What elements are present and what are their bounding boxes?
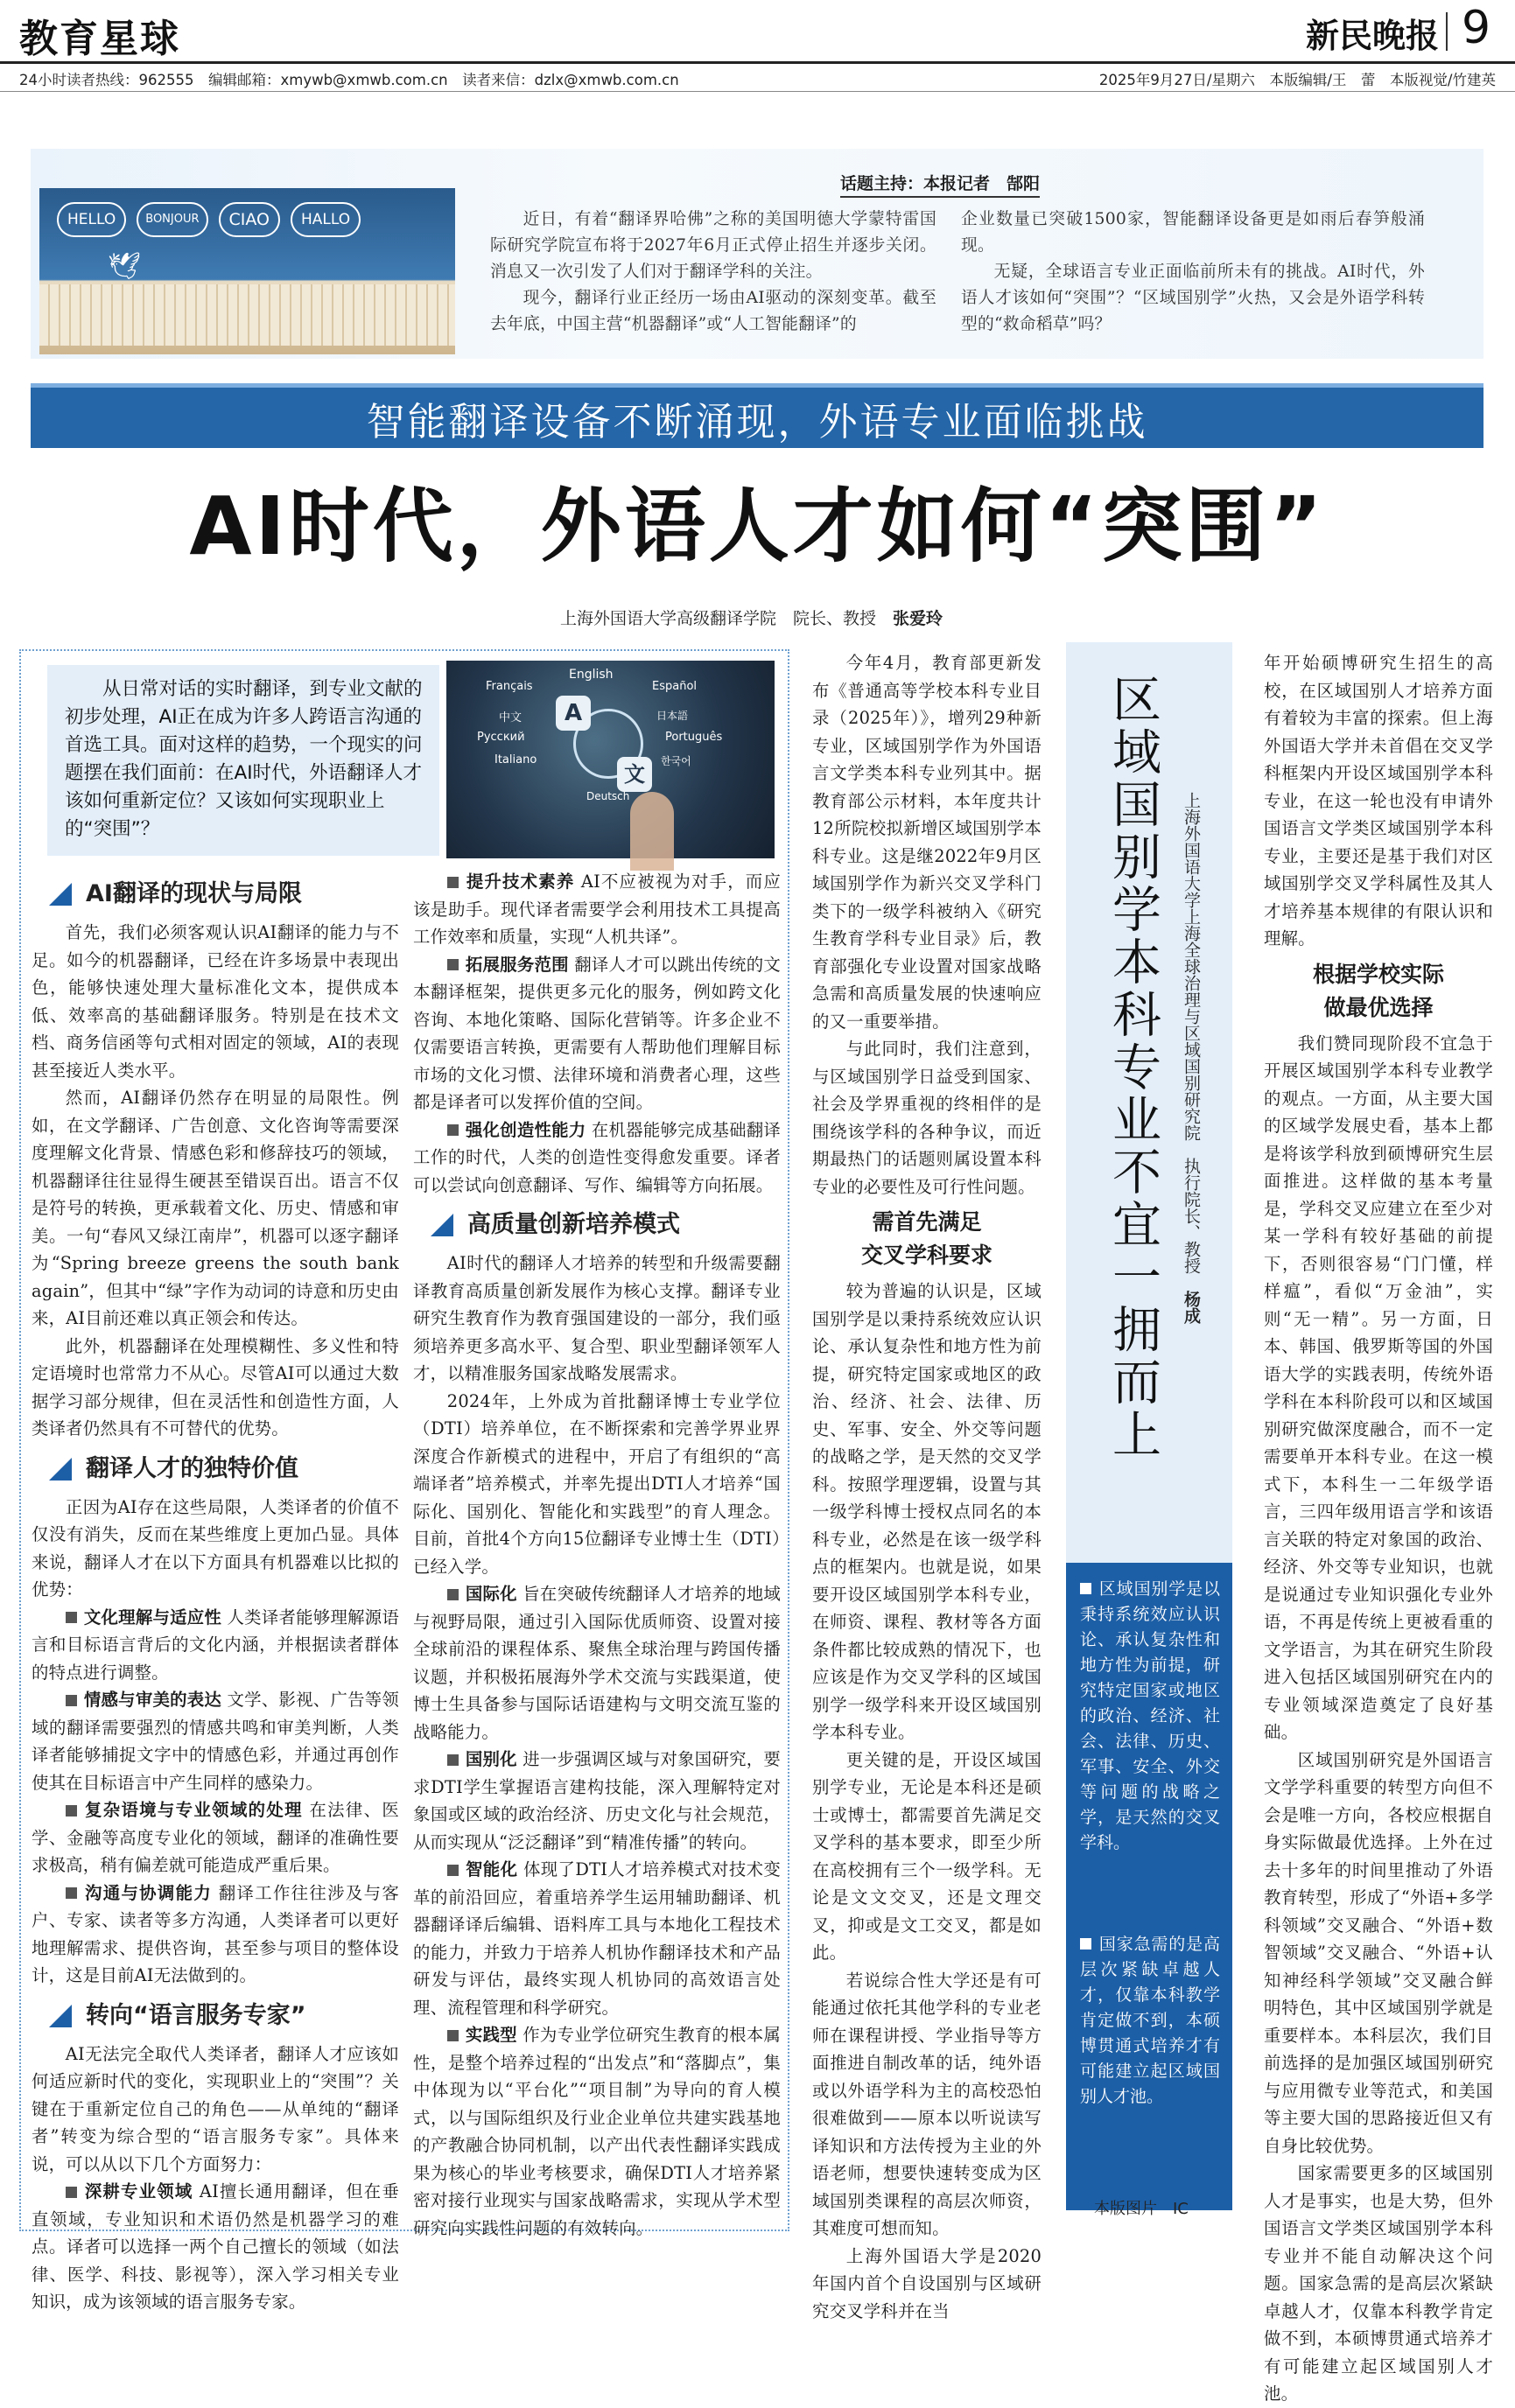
bird-icon: 🕊: [108, 251, 142, 282]
paragraph: 区域国别研究是外国语言文学学科重要的转型方向但不会是唯一方向，各校应根据自身实际做最优选择。上外在过去十多年的时间里推动了外语教育转型，形成了“外语+多学科领域”交叉融合、“外语+数智领域”交叉融合、“外语+认知神经科学领域”交叉融合鲜明特色，其中区域国别学就是重要样本。本科层次，我们目前选择的是加强区域国别研究与应用微专业等范式，和美国等主要大国的思路接近但又有自身比较优势。: [1264, 1749, 1493, 2156]
article-column-1: [32, 868, 399, 2316]
pull-quote-1: 区域国别学是以秉持系统效应认识论、承认复杂性和地方性为前提，研究特定国家或地区的政治、经济、社会、法律、历史、军事、安全、外交等问题的战略之学，是天然的交叉学科。: [1080, 1579, 1220, 1852]
bullet-paragraph: 智能化 体现了DTI人才培养模式对技术变革的前沿回应，着重培养学生运用辅助翻译、机器翻译译后编辑、语料库工具与本地化工程技术的能力，并致力于培养人机协作翻译技术和产品研发与评估，最终实现人机协同的高效语言处理、流程管理和科学研究。: [413, 1859, 781, 2018]
paragraph: 今年4月，教育部更新发布《普通高等学校本科专业目录（2025年）》，增列29种新专业，区域国别学作为外国语言文学类本科专业列其中。据教育部公示材料，本年度共计12所院校拟新增区域国别学本科专业。这是继2022年9月区域国别学作为新兴交叉学科门类下的一级学科被纳入《研究生教育学科专业目录》后，教育部强化专业设置对国家战略急需和高质量发展的快速响应的又一重要举措。: [812, 653, 1042, 1032]
lang-word: English: [569, 668, 614, 682]
bubble-hello: HELLO: [57, 202, 126, 237]
paragraph: 国家需要更多的区域国别人才是事实，也是大势，但外国语言文学类区域国别学本科专业并不能自动解决这个问题。国家急需的是高层次紧缺卓越人才，仅靠本科教学肯定做不到，本硕博贯通式培养才有可能建立起区域国别人才池。: [1264, 2163, 1493, 2404]
byline: 上海外国语大学高级翻译学院 院长、教授 张爱玲: [560, 609, 943, 628]
lang-word: Português: [665, 731, 723, 744]
bullet-paragraph: 国别化 进一步强调区域与对象国研究，要求DTI学生掌握语言建构技能，深入理解特定对象国或区域的政治经济、历史文化与社会规范，从而实现从“泛泛翻译”到“精准传播”的转向。: [413, 1749, 781, 1852]
intro-para-1: 近日，有着“翻译界哈佛”之称的美国明德大学蒙特雷国际研究学院宣布将于2027年6月正式停止招生并逐步关闭。消息又一次引发了人们对于翻译学科的关注。: [490, 210, 936, 281]
lang-icon-a: A: [556, 696, 591, 731]
paragraph: 年开始硕博研究生招生的高校，在区域国别人才培养方面有着较为丰富的探索。但上海外国语大学并未首倡在交叉学科框架内开设区域国别学本科专业，在这一轮也没有申请外国语言文学类区域国别学本科专业，主要还是基于我们对区域国别学交叉学科属性及其人才培养基本规律的有限认识和理解。: [1264, 653, 1493, 948]
topic-host: 话题主持：本报记者 郜阳: [840, 171, 1040, 198]
page-number: 9: [1462, 2, 1491, 54]
intro-text-right: [961, 206, 1425, 338]
section-heading: 需首先满足 交叉学科要求: [860, 1209, 992, 1268]
paragraph: 我们赞同现阶段不宜急于开展区域国别学本科专业教学的观点。一方面，从主要大国的区域学发展史看，基本上都是将该学科放到硕博研究生层面推进。这样做的基本考量是，学科交叉应建立在至少对某一学科有较好基础的前提下，否则很容易“门门懂，样样瘟”，看似“万金油”，实则“无一精”。另一方面，日本、韩国、俄罗斯等国的外国语大学的实践表明，传统外语学科在本科阶段可以和区域国别研究做深度融合，而不一定需要单开本科专业。在这一模式下，本科生一二年级学语言，三四年级用语言学和该语言关联的特定对象国的政治、经济、外交等专业知识，也就是说通过专业知识强化专业外语，不再是传统上更被看重的文学语言，为其在研究生阶段进入包括区域国别研究在内的专业领域深造奠定了良好基础。: [1264, 1032, 1493, 1742]
paragraph: 若说综合性大学还是有可能通过依托其他学科的专业老师在课程讲授、学业指导等方面推进自制改革的话，纯外语或以外语学科为主的高校恐怕很难做到——原本以听说读写译知识和方法传授为主业的外语老师，想要快速转变成为区域国别类课程的高层次师资，其难度可想而知。: [812, 1970, 1042, 2238]
paragraph: 较为普遍的认识是，区域国别学是以秉持系统效应认识论、承认复杂性和地方性为前提，研究特定国家或地区的政治、经济、社会、法律、历史、军事、安全、外交等问题的战略之学，是天然的交叉学科。按照学理逻辑，设置与其一级学科博士授权点同名的本科专业，必然是在该一级学科点的框架内。也就是说，如果要开设区域国别学本科专业，在师资、课程、教材等各方面条件都比较成熟的情况下，也应该是作为交叉学科的区域国别学一级学科来开设区域国别学本科专业。: [812, 1281, 1042, 1742]
paragraph: 正因为AI存在这些局限，人类译者的价值不仅没有消失，反而在某些维度上更加凸显。具体来说，翻译人才在以下方面具有机器难以比拟的优势：: [32, 1496, 399, 1600]
masthead-divider: [1446, 12, 1448, 51]
bullet-paragraph: 沟通与协调能力 翻译工作往往涉及与客户、专家、读者等多方沟通，人类译者可以更好地理解需求、提供咨询，甚至参与项目的整体设计，这是目前AI无法做到的。: [32, 1882, 399, 1985]
paragraph: AI时代的翻译人才培养的转型和升级需要翻译教育高质量创新发展作为核心支撑。翻译专业研究生教育作为教育强国建设的一部分，我们亟须培养更多高水平、复合型、职业型翻译领军人才，以精准服务国家战略发展需求。: [413, 1253, 781, 1383]
bubble-ciao: CIAO: [219, 202, 281, 237]
lang-word: Русский: [477, 731, 525, 744]
hotline-line: 24小时读者热线：962555 编辑邮箱：xmywb@xmwb.com.cn 读者来信：dzlx@xmwb.com.cn: [19, 72, 679, 88]
paragraph: 此外，机器翻译在处理模糊性、多义性和特定语境时也常常力不从心。尽管AI可以通过大数据学习部分规律，但在灵活性和创造性方面，人类译者仍然具有不可替代的优势。: [32, 1335, 399, 1438]
subhead-banner: [31, 383, 1483, 448]
photo-credit: 本版图片 IC: [1094, 2200, 1189, 2218]
bullet-paragraph: 拓展服务范围 翻译人才可以跳出传统的文本翻译框架，提供更多元化的服务，例如跨文化咨询、本地化策略、国际化营销等。许多企业不仅需要语言转换，更需要有人帮助他们理解目标市场的文化习惯、法律环境和消费者心理，这些都是译者可以发挥价值的空间。: [413, 954, 781, 1112]
section-title: 教育星球: [19, 17, 180, 61]
speech-bubbles: [57, 202, 361, 237]
paragraph: AI无法完全取代人类译者，翻译人才应该如何适应新时代的变化，实现职业上的“突围”？关键在于重新定位自己的角色——从单纯的“翻译者”转变为综合型的“语言服务专家”。具体来说，可以从以下几个方面努力：: [32, 2043, 399, 2174]
subhead-text: 智能翻译设备不断涌现，外语专业面临挑战: [366, 399, 1148, 444]
pointing-hand: [630, 792, 674, 871]
lang-word: Italiano: [494, 753, 537, 766]
masthead-rule: [0, 61, 1515, 64]
bullet-paragraph: 复杂语境与专业领域的处理 在法律、医学、金融等高度专业化的领域，翻译的准确性要求极高，稍有偏差就可能造成严重后果。: [32, 1800, 400, 1875]
paper-name: 新民晚报: [1306, 16, 1440, 55]
lang-word: 中文: [499, 711, 523, 724]
article2-column-1: [812, 649, 1042, 2325]
intro-para-2: 现今，翻译行业正经历一场由AI驱动的深刻变革。截至去年底，中国主营“机器翻译”或“人工智能翻译”的: [490, 289, 936, 333]
lang-word: Français: [486, 680, 533, 693]
lang-word: Deutsch: [586, 790, 630, 802]
paragraph: 首先，我们必须客观认识AI翻译的能力与不足。如今的机器翻译，已经在许多场景中表现出色，能够快速处理大量标准化文本，提供成本低、效率高的基础翻译服务。特别是在技术文档、商务信函等句式相对固定的领域，AI的表现甚至接近人类水平。: [32, 922, 399, 1081]
article2-title: 区域国别学本科专业不宜一拥而上: [1105, 674, 1161, 1461]
bullet-paragraph: 情感与审美的表达 文学、影视、广告等领域的翻译需要强烈的情感共鸣和审美判断，人类译者能够捕捉文字中的情感色彩，并通过再创作使其在目标语言中产生同样的感染力。: [32, 1690, 399, 1793]
date-line: 2025年9月27日/星期六 本版编辑/王 蕾 本版视觉/竹建英: [1098, 72, 1496, 88]
intro-image: [39, 188, 455, 354]
pull-quote-2: 国家急需的是高层次紧缺卓越人才，仅靠本科教学肯定做不到，本硕博贯通式培养才有可能建立起区域国别人才池。: [1080, 1935, 1220, 2106]
section-heading: 翻译人才的独特价值: [32, 1450, 399, 1488]
headline: AI时代，外语人才如何“突围”: [189, 480, 1326, 573]
intro-text-left: [490, 206, 936, 338]
paragraph: 然而，AI翻译仍然存在明显的局限性。例如，在文学翻译、广告创意、文化咨询等需要深度理解文化背景、情感色彩和修辞技巧的领域，机器翻译往往显得生硬甚至错误百出。语言不仅是符号的转换，更承载着文化、历史、情感和审美。一句“春风又绿江南岸”，机器可以逐字翻译为“Spring breeze greens the south bank again”，但其中“绿”字作为动词的诗意和历史由来，AI目前还难以真正领会和传达。: [32, 1088, 399, 1328]
paragraph: 与此同时，我们注意到，与区域国别学日益受到国家、社会及学界重视的终相伴的是围绕该学科的各种争议，而近期最热门的话题则属设置本科专业的必要性及可行性问题。: [812, 1039, 1042, 1197]
intro-para-4: 无疑，全球语言专业正面临前所未有的挑战。AI时代，外语人才该如何“突围”？“区域国别学”火热，又会是外语学科转型的“救命稻草”吗？: [961, 262, 1425, 333]
bullet-paragraph: 提升技术素养 AI不应被视为对手，而应该是助手。现代译者需要学会利用技术工具提高工作效率和质量，实现“人机共译”。: [413, 872, 782, 947]
intro-para-3: 企业数量已突破1500家，智能翻译设备更是如雨后春笋般涌现。: [961, 210, 1425, 255]
bullet-paragraph: 国际化 旨在突破传统翻译人才培养的地域与视野局限，通过引入国际优质师资、设置对接全球前沿的课程体系、聚焦全球治理与跨国传播议题，并积极拓展海外学术交流与实践渠道，使博士生具备参与国际话语建构与文明交流互鉴的战略能力。: [413, 1584, 781, 1742]
paragraph: 2024年，上外成为首批翻译博士专业学位（DTI）培养单位，在不断探索和完善学界业界深度合作新模式的进程中，开启了有组织的“高端译者”培养模式，并率先提出DTI人才培养“国际化、国别化、智能化和实践型”的育人理念。目前，首批4个方向15位翻译专业博士生（DTI）已经入学。: [413, 1390, 781, 1577]
bullet-paragraph: 文化理解与适应性 人类译者能够理解源语言和目标语言背后的文化内涵，并根据读者群体的特点进行调整。: [32, 1606, 399, 1683]
bubble-hallo: HALLO: [291, 202, 361, 237]
section-heading: 根据学校实际 做最优选择: [1312, 961, 1444, 1020]
article-column-2: [413, 868, 781, 2242]
bubble-bonjour: BONJOUR: [137, 202, 207, 237]
masthead-rule-thin: [0, 91, 1515, 92]
section-heading: 高质量创新培养模式: [413, 1206, 781, 1244]
article2-column-2: [1264, 649, 1493, 2408]
bullet-paragraph: 强化创造性能力 在机器能够完成基础翻译工作的时代，人类的创造性变得愈发重要。译者可以尝试向创意翻译、写作、编辑等方向拓展。: [413, 1119, 781, 1195]
lang-word: 한국어: [661, 755, 691, 767]
paragraph: 更关键的是，开设区域国别学专业，无论是本科还是硕士或博士，都需要首先满足交叉学科的基本要求，即至少所在高校拥有三个一级学科。无论是文文交叉，还是文理交叉，抑或是文工交叉，都是如此。: [812, 1749, 1042, 1963]
lead-text: 从日常对话的实时翻译，到专业文献的初步处理，AI正在成为许多人跨语言沟通的首选工具。面对这样的趋势，一个现实的问题摆在我们面前：在AI时代，外语翻译人才该如何重新定位？又该如何实现职业上的“突围”？: [65, 678, 423, 840]
paragraph: 上海外国语大学是2020年国内首个自设国别与区域研究交叉学科并在当: [812, 2245, 1042, 2321]
bullet-paragraph: 深耕专业领域 AI擅长通用翻译，但在垂直领域，专业知识和术语仍然是机器学习的难点。译者可以选择一两个自己擅长的领域（如法律、医学、科技、影视等），深入学习相关专业知识，成为该领域的语言服务专家。: [32, 2181, 400, 2312]
section-heading: AI翻译的现状与局限: [32, 875, 399, 914]
article2-author: 上海外国语大学上海全球治理与区域国别研究院 执行院长、教授 杨成: [1182, 792, 1201, 1324]
bullet-paragraph: 实践型 作为专业学位研究生教育的根本属性，是整个培养过程的“出发点”和“落脚点”，集中体现为以“平台化”“项目制”为导向的育人模式，以与国际组织及行业企业单位共建实践基地的产教融合协同机制，以产出代表性翻译实践成果为核心的毕业考核要求，确保DTI人才培养紧密对接行业现实与国家战略需求，实现从学术型研究向实践性问题的有效转向。: [413, 2025, 781, 2238]
lang-word: 日本語: [656, 710, 689, 722]
lang-word: Español: [652, 680, 698, 693]
lead-image: [446, 661, 775, 858]
section-heading: 转向“语言服务专家”: [32, 1997, 399, 2035]
lang-icon-wen: 文: [617, 757, 652, 792]
